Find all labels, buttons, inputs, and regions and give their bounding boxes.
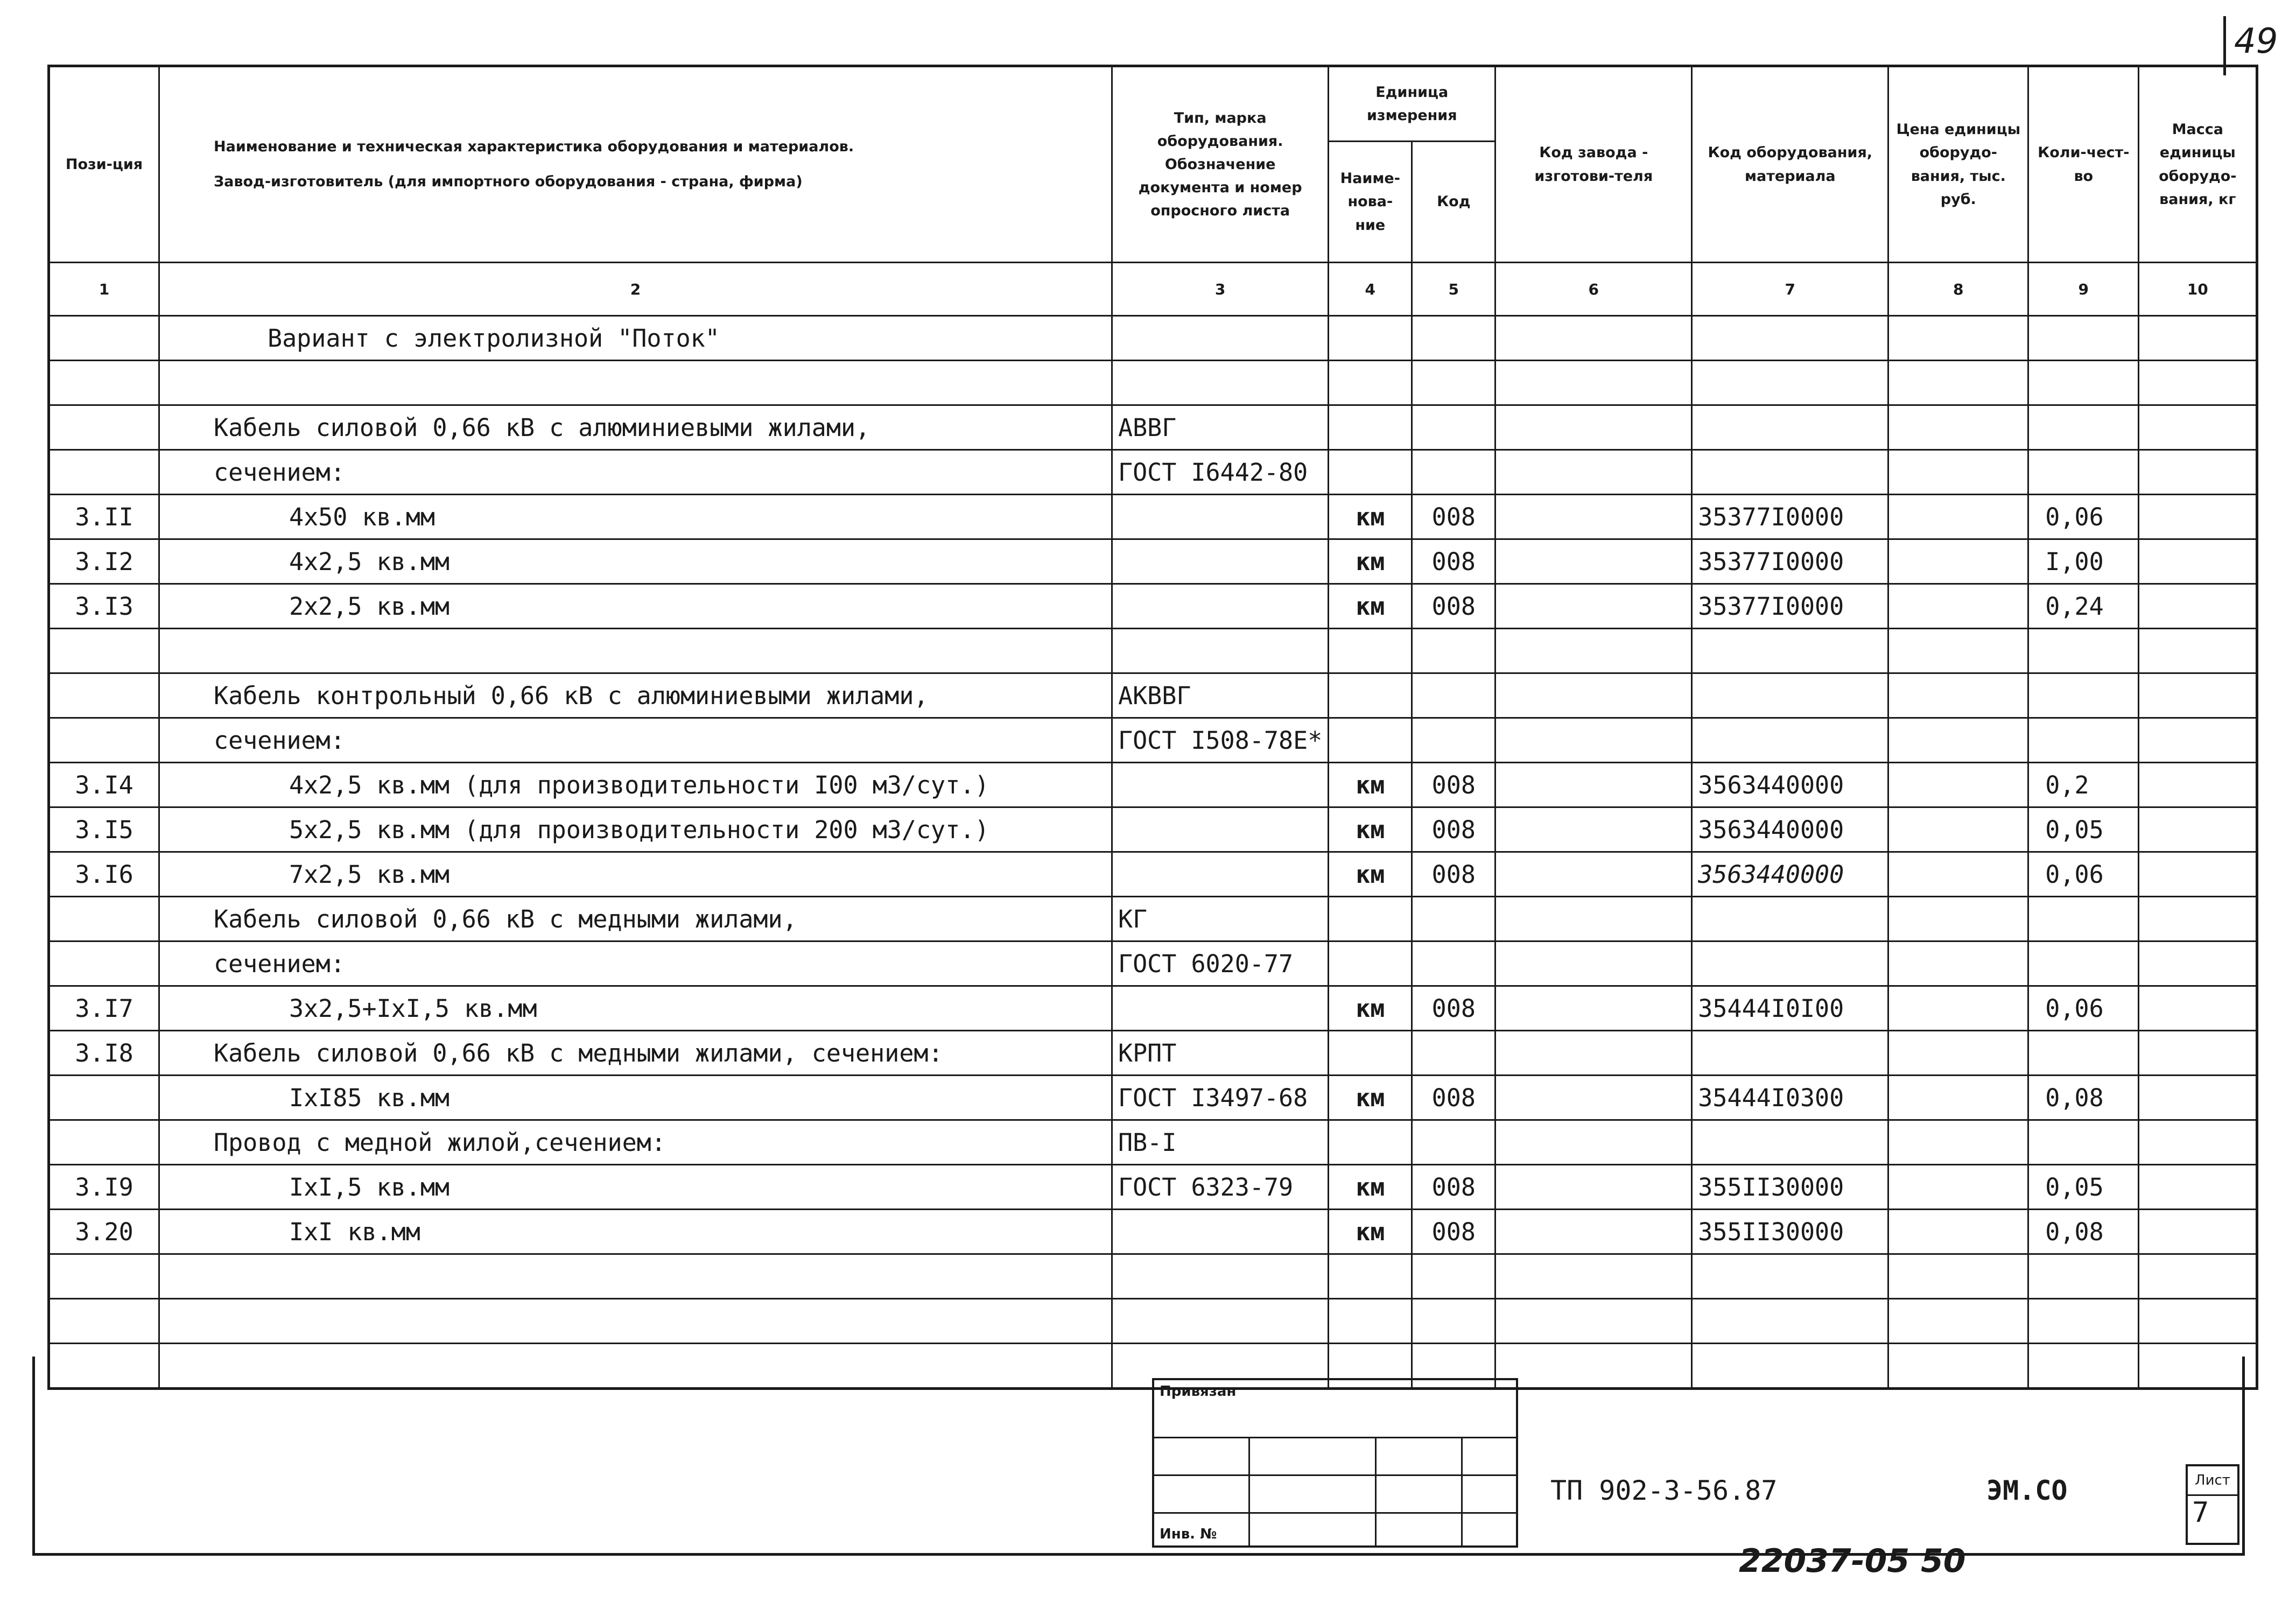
table-row [49,450,2257,495]
price-cell [1888,763,2028,807]
position-cell [49,316,159,361]
name-cell: Кабель контрольный 0,66 кВ с алюминиевыми жилами, [159,673,1112,718]
unit-name-cell [1329,941,1412,986]
name-cell: 4x2,5 кв.мм (для производительности I00 м3/сут.) [159,763,1112,807]
mass-cell [2139,763,2257,807]
unit-code-cell: 008 [1412,852,1495,897]
mass-cell [2139,1120,2257,1165]
type-cell [1112,763,1329,807]
unit-name-cell [1329,673,1412,718]
plant-code-cell [1495,897,1692,941]
plant-code-cell [1495,852,1692,897]
plant-code-cell [1495,539,1692,584]
table-row [49,986,2257,1031]
position-cell [49,1120,159,1165]
type-cell [1112,584,1329,629]
quantity-cell [2028,316,2139,361]
equipment-code-cell [1692,629,1888,673]
attached-label: Привязан [1160,1383,1237,1400]
plant-code-cell [1495,405,1692,450]
table-row [49,941,2257,986]
unit-code-cell: 008 [1412,986,1495,1031]
price-cell [1888,584,2028,629]
type-cell [1112,316,1329,361]
plant-code-cell [1495,807,1692,852]
mass-cell [2139,584,2257,629]
price-cell [1888,361,2028,405]
quantity-cell [2028,1120,2139,1165]
table-row [49,1299,2257,1344]
position-cell [49,450,159,495]
quantity-cell: 0,24 [2028,584,2139,629]
equipment-code-cell: 35377I0000 [1692,495,1888,539]
unit-code-cell: 008 [1412,1210,1495,1254]
mass-cell [2139,629,2257,673]
name-cell: IxI,5 кв.мм [159,1165,1112,1210]
equipment-code-cell [1692,673,1888,718]
name-cell: Кабель силовой 0,66 кВ с алюминиевыми жилами, [159,405,1112,450]
equipment-code-cell: 3563440000 [1692,763,1888,807]
plant-code-cell [1495,316,1692,361]
stamp-line [1375,1437,1377,1545]
header-plant-code: Код завода - изготови-теля [1495,66,1692,263]
quantity-cell: 0,08 [2028,1076,2139,1120]
column-number: 3 [1112,263,1329,316]
table-row [49,316,2257,361]
mass-cell [2139,361,2257,405]
name-cell: 4x2,5 кв.мм [159,539,1112,584]
position-cell: 3.20 [49,1210,159,1254]
equipment-code-cell: 35377I0000 [1692,539,1888,584]
plant-code-cell [1495,673,1692,718]
unit-code-cell [1412,405,1495,450]
mass-cell [2139,316,2257,361]
footer-code: 22037-05 50 [1739,1542,1966,1580]
position-cell [49,1254,159,1299]
mass-cell [2139,1254,2257,1299]
type-cell [1112,539,1329,584]
position-cell [49,1299,159,1344]
table-row [49,1165,2257,1210]
price-cell [1888,1210,2028,1254]
plant-code-cell [1495,1076,1692,1120]
mass-cell [2139,986,2257,1031]
table-row [49,1120,2257,1165]
unit-name-cell [1329,316,1412,361]
unit-name-cell [1329,1120,1412,1165]
column-number-row [49,263,2257,316]
price-cell [1888,316,2028,361]
position-cell: 3.I6 [49,852,159,897]
unit-name-cell: км [1329,852,1412,897]
type-cell: АКВВГ [1112,673,1329,718]
price-cell [1888,1299,2028,1344]
position-cell: 3.I2 [49,539,159,584]
header-quantity: Коли-чест-во [2028,66,2139,263]
type-cell [1112,1254,1329,1299]
plant-code-cell [1495,1299,1692,1344]
name-cell [159,1254,1112,1299]
unit-name-cell [1329,718,1412,763]
stamp-line [1461,1437,1463,1545]
plant-code-cell [1495,1120,1692,1165]
unit-name-cell: км [1329,495,1412,539]
position-cell [49,897,159,941]
equipment-code-cell [1692,450,1888,495]
unit-name-cell [1329,361,1412,405]
unit-code-cell [1412,718,1495,763]
name-cell: сечением: [159,718,1112,763]
table-row [49,763,2257,807]
unit-name-cell: км [1329,1076,1412,1120]
price-cell [1888,1120,2028,1165]
type-cell: КРПТ [1112,1031,1329,1076]
unit-name-cell [1329,1254,1412,1299]
name-cell: Провод с медной жилой,сечением: [159,1120,1112,1165]
table-row [49,539,2257,584]
plant-code-cell [1495,584,1692,629]
type-cell [1112,807,1329,852]
type-cell [1112,361,1329,405]
name-cell: 2x2,5 кв.мм [159,584,1112,629]
header-name [159,66,1112,263]
plant-code-cell [1495,1031,1692,1076]
position-cell [49,1076,159,1120]
type-cell: АВВГ [1112,405,1329,450]
type-cell [1112,1210,1329,1254]
quantity-cell [2028,361,2139,405]
equipment-code-cell [1692,1254,1888,1299]
price-cell [1888,539,2028,584]
table-row [49,629,2257,673]
mass-cell [2139,1165,2257,1210]
column-number: 7 [1692,263,1888,316]
position-cell: 3.I9 [49,1165,159,1210]
mass-cell [2139,1031,2257,1076]
column-number: 9 [2028,263,2139,316]
plant-code-cell [1495,986,1692,1031]
quantity-cell [2028,629,2139,673]
quantity-cell: 0,06 [2028,852,2139,897]
unit-code-cell [1412,673,1495,718]
unit-code-cell [1412,361,1495,405]
mass-cell [2139,450,2257,495]
table-row [49,361,2257,405]
mass-cell [2139,718,2257,763]
position-cell: 3.I3 [49,584,159,629]
column-number: 5 [1412,263,1495,316]
quantity-cell: 0,2 [2028,763,2139,807]
unit-name-cell [1329,897,1412,941]
table-row [49,1210,2257,1254]
price-cell [1888,986,2028,1031]
header-unit-name: Наиме-нова-ние [1329,142,1412,263]
sheet-box [2186,1464,2239,1545]
equipment-code-cell: 3563440000 [1692,807,1888,852]
quantity-cell [2028,897,2139,941]
plant-code-cell [1495,629,1692,673]
quantity-cell: 0,06 [2028,986,2139,1031]
unit-name-cell: км [1329,986,1412,1031]
table-row [49,405,2257,450]
price-cell [1888,852,2028,897]
mass-cell [2139,673,2257,718]
name-cell [159,361,1112,405]
quantity-cell [2028,405,2139,450]
name-cell: сечением: [159,941,1112,986]
equipment-code-cell: 355II30000 [1692,1210,1888,1254]
price-cell [1888,495,2028,539]
price-cell [1888,941,2028,986]
unit-code-cell [1412,316,1495,361]
unit-code-cell: 008 [1412,1165,1495,1210]
type-cell: КГ [1112,897,1329,941]
stamp-line [1248,1437,1250,1545]
header-name-line1: Наименование и техническая характеристика оборудования и материалов. [214,138,854,155]
position-cell [49,361,159,405]
table-row [49,852,2257,897]
header-name-line2: Завод-изготовитель (для импортного оборудования - страна, фирма) [214,173,803,190]
position-cell [49,629,159,673]
equipment-code-cell [1692,1031,1888,1076]
unit-code-cell: 008 [1412,495,1495,539]
equipment-code-cell [1692,941,1888,986]
type-cell: ГОСТ 6323-79 [1112,1165,1329,1210]
plant-code-cell [1495,941,1692,986]
table-row [49,495,2257,539]
specification-table [47,65,2258,1390]
header-price: Цена единицы оборудо-вания, тыс. руб. [1888,66,2028,263]
mass-cell [2139,852,2257,897]
position-cell: 3.I8 [49,1031,159,1076]
mass-cell [2139,1210,2257,1254]
unit-name-cell [1329,1299,1412,1344]
document-code: ТП 902-3-56.87 [1550,1475,1778,1506]
price-cell [1888,807,2028,852]
position-cell [49,405,159,450]
table-row [49,897,2257,941]
plant-code-cell [1495,1165,1692,1210]
type-cell: ГОСТ I6442-80 [1112,450,1329,495]
type-cell [1112,852,1329,897]
sheet-number: 7 [2192,1496,2209,1529]
quantity-cell [2028,1299,2139,1344]
name-cell: сечением: [159,450,1112,495]
equipment-code-cell: 35377I0000 [1692,584,1888,629]
price-cell [1888,718,2028,763]
mass-cell [2139,941,2257,986]
column-number: 8 [1888,263,2028,316]
plant-code-cell [1495,495,1692,539]
quantity-cell [2028,673,2139,718]
unit-code-cell [1412,450,1495,495]
quantity-cell [2028,450,2139,495]
plant-code-cell [1495,1210,1692,1254]
position-cell [49,941,159,986]
equipment-code-cell: 355II30000 [1692,1165,1888,1210]
equipment-code-cell [1692,897,1888,941]
page-number: 49 [2234,22,2278,61]
unit-code-cell [1412,1031,1495,1076]
type-cell [1112,986,1329,1031]
name-cell: IxI85 кв.мм [159,1076,1112,1120]
column-number: 4 [1329,263,1412,316]
quantity-cell: 0,05 [2028,1165,2139,1210]
unit-code-cell [1412,941,1495,986]
header-position: Пози-ция [49,66,159,263]
equipment-code-cell [1692,316,1888,361]
table-row [49,673,2257,718]
quantity-cell [2028,1254,2139,1299]
table-row [49,1076,2257,1120]
name-cell [159,629,1112,673]
plant-code-cell [1495,718,1692,763]
equipment-code-cell [1692,718,1888,763]
quantity-cell [2028,941,2139,986]
unit-code-cell: 008 [1412,1076,1495,1120]
unit-code-cell: 008 [1412,763,1495,807]
equipment-code-cell: 35444I0I00 [1692,986,1888,1031]
type-cell [1112,495,1329,539]
unit-name-cell [1329,450,1412,495]
unit-name-cell [1329,405,1412,450]
equipment-code-cell [1692,1120,1888,1165]
mass-cell [2139,1076,2257,1120]
table-row [49,807,2257,852]
price-cell [1888,405,2028,450]
type-cell [1112,629,1329,673]
header-mass: Масса единицы оборудо-вания, кг [2139,66,2257,263]
plant-code-cell [1495,450,1692,495]
mass-cell [2139,539,2257,584]
name-cell: 4x50 кв.мм [159,495,1112,539]
sheet-label: Лист [2188,1466,2237,1496]
position-cell: 3.II [49,495,159,539]
name-cell: 3x2,5+IxI,5 кв.мм [159,986,1112,1031]
unit-name-cell [1329,1031,1412,1076]
price-cell [1888,1165,2028,1210]
name-cell: Кабель силовой 0,66 кВ с медными жилами, [159,897,1112,941]
price-cell [1888,1254,2028,1299]
quantity-cell: 0,06 [2028,495,2139,539]
column-number: 10 [2139,263,2257,316]
unit-name-cell: км [1329,1165,1412,1210]
header-equipment-code: Код оборудования, материала [1692,66,1888,263]
unit-name-cell: км [1329,584,1412,629]
price-cell [1888,1031,2028,1076]
unit-code-cell [1412,1120,1495,1165]
quantity-cell: I,00 [2028,539,2139,584]
plant-code-cell [1495,1254,1692,1299]
equipment-code-cell: 3563440000 [1692,852,1888,897]
table-row [49,1031,2257,1076]
table-row [49,584,2257,629]
name-cell [159,1299,1112,1344]
name-cell: 5x2,5 кв.мм (для производительности 200 м3/сут.) [159,807,1112,852]
mass-cell [2139,1299,2257,1344]
quantity-cell: 0,08 [2028,1210,2139,1254]
position-cell: 3.I7 [49,986,159,1031]
type-cell: ПВ-I [1112,1120,1329,1165]
bottom-frame [32,1357,2245,1556]
mass-cell [2139,897,2257,941]
equipment-code-cell [1692,1299,1888,1344]
equipment-code-cell [1692,361,1888,405]
type-cell: ГОСТ I508-78Е* [1112,718,1329,763]
plant-code-cell [1495,763,1692,807]
mass-cell [2139,807,2257,852]
equipment-code-cell: 35444I0300 [1692,1076,1888,1120]
equipment-code-cell [1692,405,1888,450]
table-row [49,718,2257,763]
type-cell: ГОСТ I3497-68 [1112,1076,1329,1120]
mass-cell [2139,405,2257,450]
unit-code-cell: 008 [1412,584,1495,629]
document-mark: ЭМ.СО [1986,1475,2068,1506]
unit-name-cell: км [1329,763,1412,807]
column-number: 2 [159,263,1112,316]
price-cell [1888,673,2028,718]
unit-code-cell [1412,897,1495,941]
quantity-cell [2028,718,2139,763]
unit-name-cell [1329,629,1412,673]
position-cell [49,718,159,763]
unit-code-cell: 008 [1412,539,1495,584]
price-cell [1888,897,2028,941]
unit-name-cell: км [1329,539,1412,584]
name-cell: IxI кв.мм [159,1210,1112,1254]
name-cell: Вариант с электролизной "Поток" [159,316,1112,361]
quantity-cell: 0,05 [2028,807,2139,852]
type-cell: ГОСТ 6020-77 [1112,941,1329,986]
header-unit: Единица измерения [1329,66,1495,142]
unit-name-cell: км [1329,807,1412,852]
header-type: Тип, марка оборудования. Обозначение документа и номер опросного листа [1112,66,1329,263]
name-cell: 7x2,5 кв.мм [159,852,1112,897]
unit-code-cell [1412,629,1495,673]
plant-code-cell [1495,361,1692,405]
position-cell: 3.I4 [49,763,159,807]
mass-cell [2139,495,2257,539]
inventory-label: Инв. № [1160,1526,1217,1542]
title-block-stamp [1152,1378,1518,1548]
price-cell [1888,1076,2028,1120]
type-cell [1112,1299,1329,1344]
unit-name-cell: км [1329,1210,1412,1254]
unit-code-cell [1412,1254,1495,1299]
price-cell [1888,629,2028,673]
table-row [49,1254,2257,1299]
unit-code-cell: 008 [1412,807,1495,852]
position-cell [49,673,159,718]
unit-code-cell [1412,1299,1495,1344]
price-cell [1888,450,2028,495]
column-number: 6 [1495,263,1692,316]
header-unit-code: Код [1412,142,1495,263]
name-cell: Кабель силовой 0,66 кВ с медными жилами, сечением: [159,1031,1112,1076]
column-number: 1 [49,263,159,316]
position-cell: 3.I5 [49,807,159,852]
quantity-cell [2028,1031,2139,1076]
